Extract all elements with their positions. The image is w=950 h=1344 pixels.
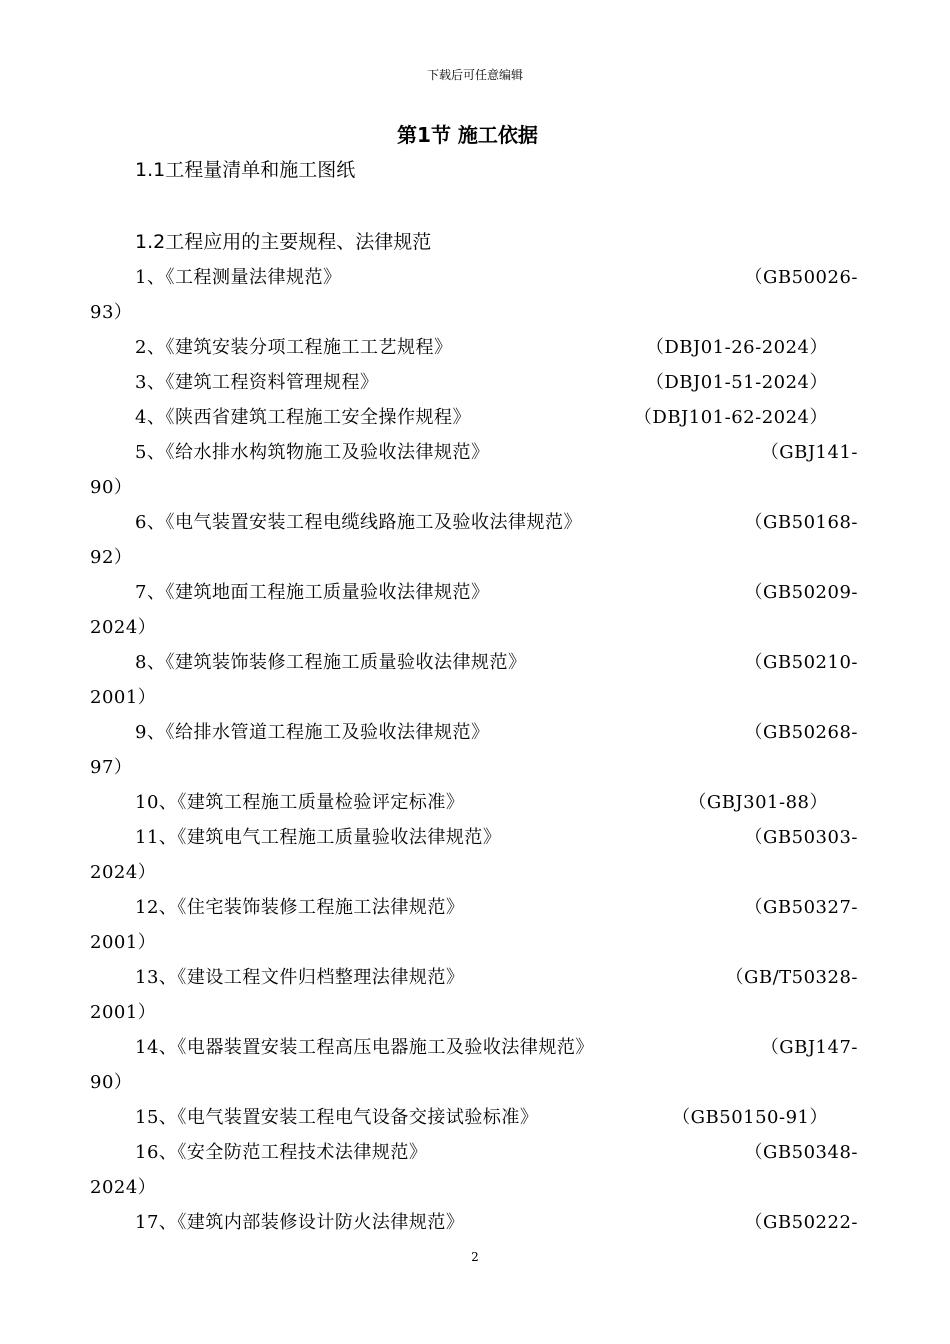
list-item-code: （GB50168-: [744, 512, 858, 533]
list-item-code: （GBJ141-: [760, 442, 858, 463]
list-item-code: （GB50348-: [744, 1142, 858, 1163]
list-item-code: （GB50222-: [744, 1212, 858, 1233]
list-item-code-wrap: 2024）: [90, 617, 157, 638]
subsection-1-1: 1.1工程量清单和施工图纸: [135, 159, 356, 181]
list-item-code-wrap: 2001）: [90, 932, 157, 953]
list-item-code: （DBJ01-26-2024）: [645, 337, 828, 358]
list-item-code-wrap: 2024）: [90, 862, 157, 883]
list-item-code-wrap: 90）: [90, 477, 133, 498]
list-item-text: 9、《给排水管道工程施工及验收法律规范》: [135, 722, 490, 743]
list-item-code: （DBJ101-62-2024）: [633, 407, 828, 428]
list-item-code-wrap: 90）: [90, 1072, 133, 1093]
list-item-code-wrap: 2024）: [90, 1177, 157, 1198]
list-item-text: 17、《建筑内部装修设计防火法律规范》: [135, 1212, 465, 1233]
list-item-code: （DBJ01-51-2024）: [645, 372, 828, 393]
list-item-text: 8、《建筑装饰装修工程施工质量验收法律规范》: [135, 652, 527, 673]
list-item-code: （GB50327-: [744, 897, 858, 918]
list-item-code: （GB50210-: [744, 652, 858, 673]
list-item-code-wrap: 2001）: [90, 1002, 157, 1023]
list-item-text: 6、《电气装置安装工程电缆线路施工及验收法律规范》: [135, 512, 582, 533]
subsection-1-2: 1.2工程应用的主要规程、法律规范: [135, 231, 432, 253]
list-item-text: 10、《建筑工程施工质量检验评定标准》: [135, 792, 465, 813]
list-item-text: 15、《电气装置安装工程电气设备交接试验标准》: [135, 1107, 539, 1128]
list-item-text: 14、《电器装置安装工程高压电器施工及验收法律规范》: [135, 1037, 594, 1058]
list-item-code-wrap: 92）: [90, 547, 133, 568]
list-item-code: （GB50026-: [744, 267, 858, 288]
list-item-code-wrap: 93）: [90, 302, 133, 323]
section-title: 第1节 施工依据: [397, 123, 538, 147]
list-item-text: 12、《住宅装饰装修工程施工法律规范》: [135, 897, 465, 918]
list-item-text: 1、《工程测量法律规范》: [135, 267, 342, 288]
list-item-code: （GB/T50328-: [725, 967, 858, 988]
list-item-code: （GBJ301-88）: [688, 792, 828, 813]
list-item-code: （GB50209-: [744, 582, 858, 603]
list-item-text: 16、《安全防范工程技术法律规范》: [135, 1142, 428, 1163]
list-item-text: 4、《陕西省建筑工程施工安全操作规程》: [135, 407, 471, 428]
list-item-code: （GBJ147-: [760, 1037, 858, 1058]
list-item-code: （GB50268-: [744, 722, 858, 743]
list-item-code: （GB50150-91）: [672, 1107, 828, 1128]
list-item-code: （GB50303-: [744, 827, 858, 848]
list-item-text: 5、《给水排水构筑物施工及验收法律规范》: [135, 442, 490, 463]
list-item-text: 3、《建筑工程资料管理规程》: [135, 372, 379, 393]
page-number: 2: [471, 1250, 479, 1264]
list-item-code-wrap: 97）: [90, 757, 133, 778]
list-item-text: 7、《建筑地面工程施工质量验收法律规范》: [135, 582, 490, 603]
list-item-text: 13、《建设工程文件归档整理法律规范》: [135, 967, 465, 988]
list-item-text: 11、《建筑电气工程施工质量验收法律规范》: [135, 827, 502, 848]
list-item-text: 2、《建筑安装分项工程施工工艺规程》: [135, 337, 453, 358]
list-item-code-wrap: 2001）: [90, 687, 157, 708]
page-header: 下载后可任意编辑: [426, 68, 523, 82]
